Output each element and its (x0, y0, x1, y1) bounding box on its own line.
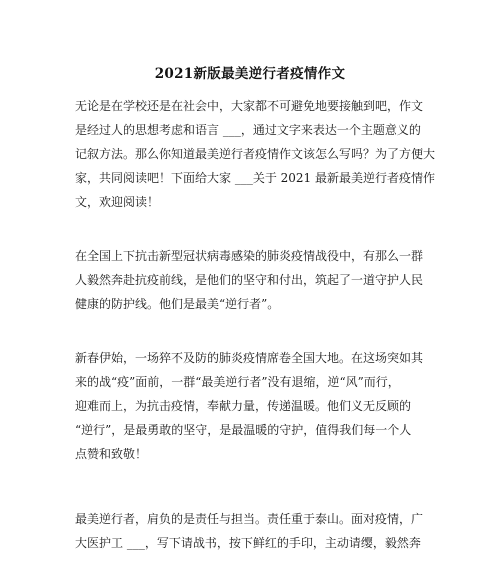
paragraph-line: “逆行”，是最勇敢的坚守，是最温暖的守护，值得我们每一个人 (75, 423, 412, 437)
paragraph-line: 无论是在学校还是在社会中，大家都不可避免地要接触到吧，作文 (75, 99, 424, 113)
paragraph-3 (75, 346, 430, 466)
paragraph-4 (75, 507, 430, 555)
paragraph-line: 点赞和致敬！ (75, 447, 148, 461)
paragraph-line: 文，欢迎阅读！ (75, 195, 160, 209)
paragraph-line: 健康的防护线。他们是最美“逆行者”。 (75, 297, 280, 311)
document-title: 2021新版最美逆行者疫情作文 (154, 66, 346, 82)
paragraph-1 (75, 94, 436, 214)
paragraph-line: 来的战“疫”面前，一群“最美逆行者”没有退缩，逆“风”而行， (75, 375, 400, 389)
paragraph-line: 大医护工 ___，写下请战书，按下鲜红的手印，主动请缨，毅然奔 (75, 536, 421, 550)
paragraph-line: 在全国上下抗击新型冠状病毒感染的肺炎疫情战役中，有那么一群 (75, 249, 424, 263)
paragraph-line: 最美逆行者，肩负的是责任与担当。责任重于泰山。面对疫情，广 (75, 512, 424, 526)
paragraph-line: 是经过人的思想考虑和语言 ___，通过文字来表达一个主题意义的 (75, 123, 421, 137)
paragraph-line: 家，共同阅读吧！下面给大家 ___关于 2021 最新最美逆行者疫情作 (75, 171, 435, 185)
paragraph-line: 新春伊始，一场猝不及防的肺炎疫情席卷全国大地。在这场突如其 (75, 351, 424, 365)
paragraph-line: 迎难而上，为抗击疫情，奉献力量，传递温暖。他们义无反顾的 (75, 399, 412, 413)
paragraph-line: 人毅然奔赴抗疫前线，是他们的坚守和付出，筑起了一道守护人民 (75, 273, 424, 287)
paragraph-2 (75, 244, 430, 316)
paragraph-line: 记叙方法。那么你知道最美逆行者疫情作文该怎么写吗？为了方便大 (75, 147, 436, 161)
